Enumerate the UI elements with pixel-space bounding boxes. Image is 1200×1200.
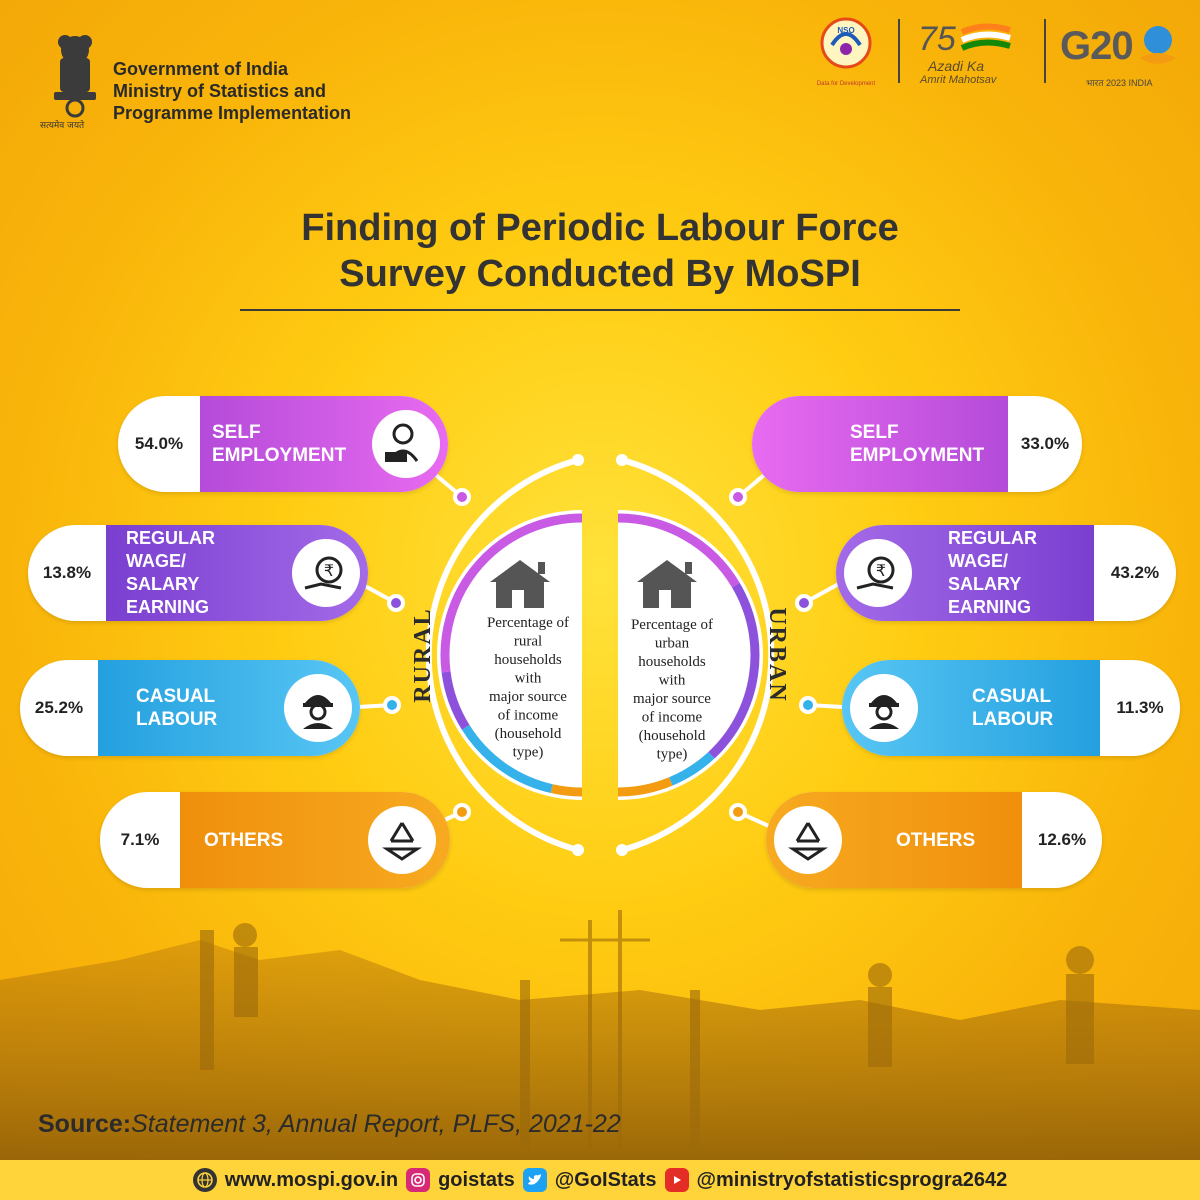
rural-casual-labour-label: CASUAL LABOUR xyxy=(98,660,360,756)
recycle-icon xyxy=(368,806,436,874)
rural-self-employment-pill xyxy=(118,396,448,492)
urban-regular-wage-pill xyxy=(836,525,1176,621)
caption-line: type) xyxy=(512,744,544,761)
money-bag-hand-icon xyxy=(292,539,360,607)
azadi-ka-amrit-mahotsav-logo: 75 Azadi Ka Amrit Mahotsav xyxy=(914,16,1030,86)
caption-line: with xyxy=(658,672,686,689)
urban-casual-labour-label: CASUAL LABOUR xyxy=(842,660,1100,756)
urban-self-employment-pill xyxy=(752,396,1082,492)
worker-helmet-icon xyxy=(284,674,352,742)
rural-regular-wage-value: 13.8% xyxy=(42,563,92,582)
worker-helmet-icon xyxy=(850,674,918,742)
recycle-icon xyxy=(774,806,842,874)
g20-india-logo: G20 भारत 2023 INDIA xyxy=(1060,12,1180,90)
person-laptop-icon xyxy=(372,410,440,478)
urban-casual-labour-pill xyxy=(842,660,1180,756)
caption-line: major source xyxy=(633,691,711,707)
caption-line: of income xyxy=(497,707,559,724)
caption-line: major source xyxy=(489,689,567,705)
caption-line: type) xyxy=(656,746,688,763)
instagram-handle[interactable]: goistats xyxy=(438,1168,515,1191)
urban-label: URBAN xyxy=(764,607,790,703)
youtube-handle[interactable]: @ministryofstatisticsprogra2642 xyxy=(696,1168,1008,1191)
svg-text:75: 75 xyxy=(918,20,956,58)
urban-self-employment-label: SELF EMPLOYMENT xyxy=(752,396,1008,492)
rural-regular-wage-pill xyxy=(28,525,368,621)
rural-label: RURAL xyxy=(410,607,436,703)
rural-casual-labour-value: 25.2% xyxy=(34,698,84,717)
rural-others-pill xyxy=(100,792,450,888)
page-title: Finding of Periodic Labour Force Survey Conducted By MoSPI xyxy=(301,207,899,295)
caption-line: with xyxy=(514,670,542,687)
caption-line: Percentage of xyxy=(486,615,570,631)
rural-casual-labour-pill xyxy=(20,660,360,756)
urban-others-pill xyxy=(766,792,1102,888)
rural-others-label: OTHERS xyxy=(180,792,450,888)
caption-line: (household xyxy=(638,728,706,744)
rural-others-arc xyxy=(552,789,582,792)
nso-india-logo: NSO Data for Development xyxy=(808,13,884,89)
urban-casual-labour-value: 11.3% xyxy=(1116,698,1164,717)
svg-text:NSO: NSO xyxy=(837,26,855,35)
urban-regular-wage-label: REGULAR WAGE/ SALARY EARNING xyxy=(836,525,1094,621)
urban-self-employment-value: 33.0% xyxy=(1020,434,1070,453)
emblem-caption: सत्यमेव जयते xyxy=(40,121,85,131)
youtube-icon xyxy=(665,1168,689,1192)
rural-self-employment-label: SELF EMPLOYMENT xyxy=(200,396,448,492)
svg-text:₹: ₹ xyxy=(323,561,335,580)
rural-regular-wage-label: REGULAR WAGE/ SALARY EARNING xyxy=(106,525,368,621)
urban-regular-wage-value: 43.2% xyxy=(1110,563,1160,582)
globe-icon xyxy=(193,1168,217,1192)
caption-line: households xyxy=(494,652,562,668)
twitter-handle[interactable]: @GoIStats xyxy=(554,1168,657,1191)
rural-self-employment-value: 54.0% xyxy=(134,434,184,453)
ministry-name: Government of India Ministry of Statistics and Programme Implementation xyxy=(113,59,352,123)
caption-line: rural xyxy=(513,633,543,650)
instagram-icon xyxy=(406,1168,430,1192)
caption-line: of income xyxy=(641,709,703,726)
money-bag-hand-icon xyxy=(844,539,912,607)
twitter-icon xyxy=(523,1168,547,1192)
svg-text:₹: ₹ xyxy=(875,561,887,580)
caption-line: Percentage of xyxy=(630,617,714,633)
rural-others-value: 7.1% xyxy=(120,830,160,849)
source-note: Source:Statement 3, Annual Report, PLFS, 2021-22 xyxy=(38,1110,621,1138)
urban-others-label: OTHERS xyxy=(766,792,1022,888)
caption-line: households xyxy=(638,654,706,670)
urban-others-value: 12.6% xyxy=(1037,830,1087,849)
website-link[interactable]: www.mospi.gov.in xyxy=(224,1168,399,1191)
caption-line: urban xyxy=(654,635,690,652)
social-footer xyxy=(0,1160,1200,1200)
caption-line: (household xyxy=(494,726,562,742)
